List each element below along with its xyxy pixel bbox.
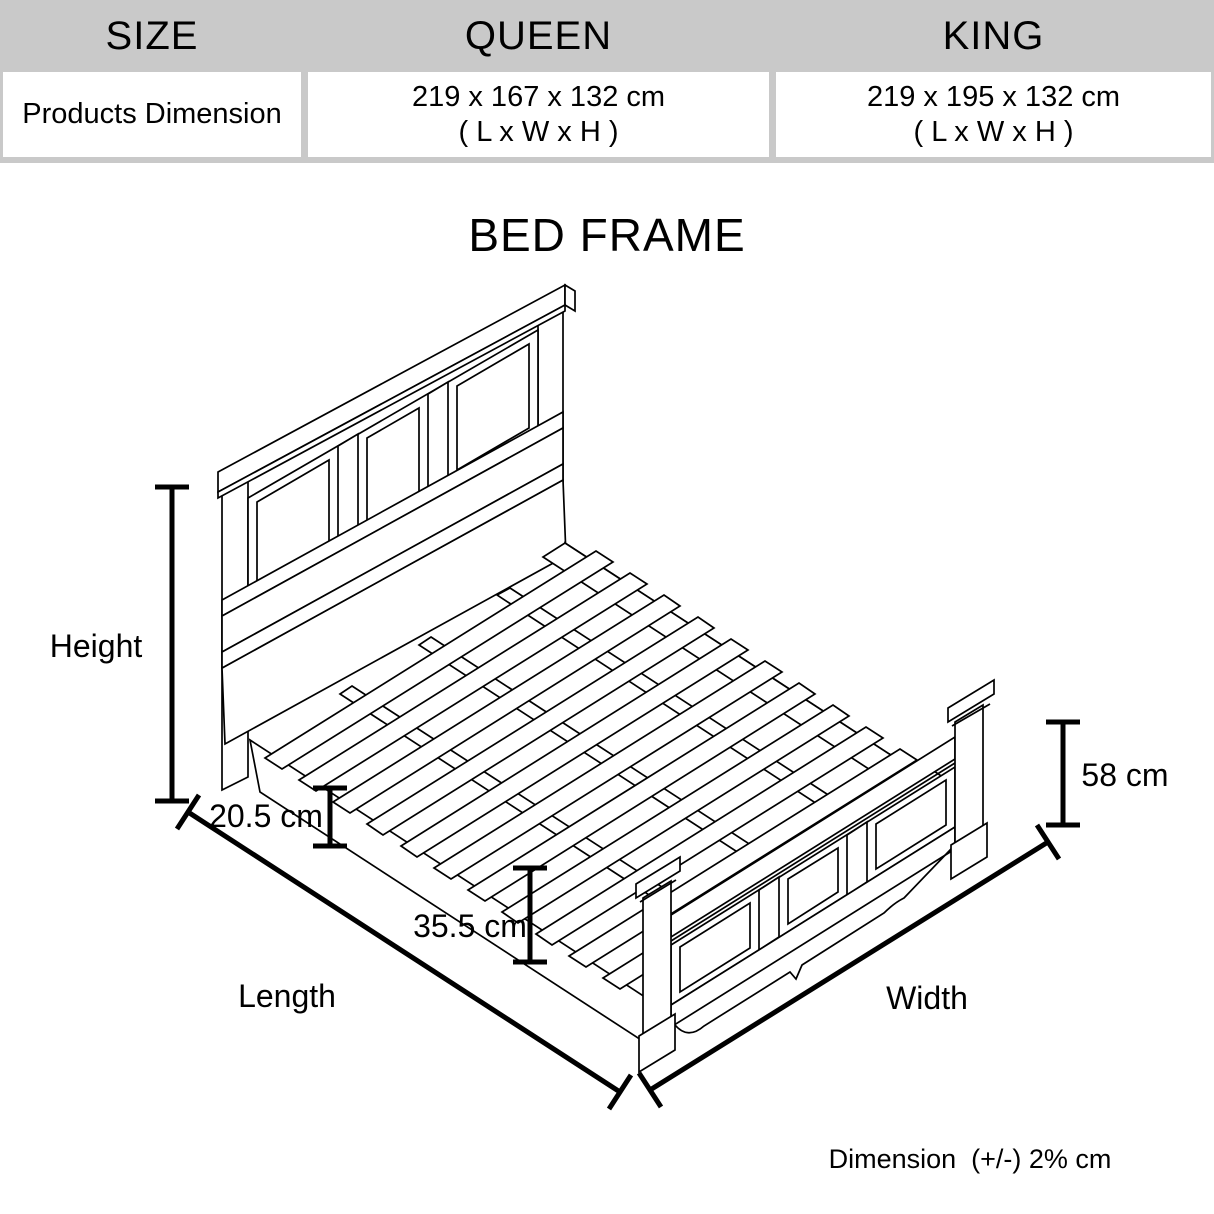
width-label: Width [886,980,968,1016]
tolerance-note: Dimension (+/-) 2% cm [828,1144,1112,1174]
king-size-legend: ( L x W x H ) [913,115,1074,148]
diagram-title: BED FRAME [468,209,746,261]
side-rail-height-label: 20.5 cm [209,798,323,834]
queen-size-legend: ( L x W x H ) [458,115,619,148]
height-label: Height [49,628,143,664]
platform-height-label: 35.5 cm [413,908,527,944]
queen-size-value: 219 x 167 x 132 cm [411,80,666,113]
column-header-queen: QUEEN [464,13,613,58]
column-header-king: KING [942,13,1045,58]
king-size-value: 219 x 195 x 132 cm [866,80,1121,113]
length-label: Length [238,978,336,1014]
footboard-height-label: 58 cm [1081,757,1169,793]
products-dimension-label: Products Dimension [22,98,282,130]
column-header-size: SIZE [105,13,199,58]
